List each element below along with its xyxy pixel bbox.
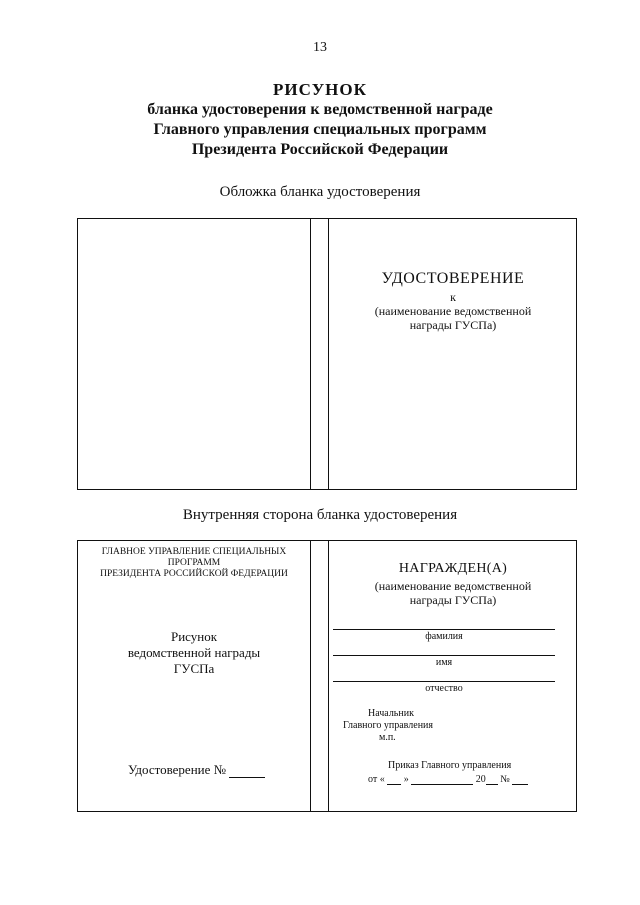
title-line-3: Главного управления специальных программ: [153, 121, 487, 138]
cover-spine-left: [310, 218, 311, 490]
picture-line-2: ведомственной награды: [127, 645, 261, 660]
title-line-2: бланка удостоверения к ведомственной награде: [147, 101, 493, 118]
order-quote-close: »: [403, 774, 409, 785]
patronymic-line: [333, 681, 555, 682]
order-number: №: [500, 774, 510, 785]
organization-header: [78, 547, 310, 580]
cover-award-line-1: (наименование ведомственной: [374, 304, 532, 318]
cover-caption: Обложка бланка удостоверения: [219, 184, 421, 200]
order-month-blank: [411, 773, 473, 785]
certificate-number-field: [128, 762, 265, 778]
order-year-blank: [486, 773, 498, 785]
org-line-2: ПРЕЗИДЕНТА РОССИЙСКОЙ ФЕДЕРАЦИИ: [100, 569, 288, 579]
cover-award-line-2: награды ГУСПа): [409, 318, 497, 332]
order-day-blank: [387, 773, 401, 785]
document-title: [0, 80, 640, 160]
inner-award-line-2: награды ГУСПа): [409, 593, 497, 607]
seal-placeholder: м.п.: [379, 732, 396, 743]
name-label: имя: [435, 657, 453, 668]
order-label: Приказ Главного управления: [388, 760, 512, 771]
cover-frame: [77, 218, 577, 490]
certificate-number-label: Удостоверение №: [128, 762, 227, 777]
picture-line-1: Рисунок: [170, 629, 218, 644]
cover-spine-right: [328, 218, 329, 490]
order-from: от «: [368, 774, 385, 785]
title-line-1: РИСУНОК: [273, 80, 367, 99]
awarded-block: [329, 561, 577, 607]
title-line-4: Президента Российской Федерации: [191, 141, 449, 158]
head-line-2: Главного управления: [343, 720, 433, 731]
surname-line: [333, 629, 555, 630]
picture-line-3: ГУСПа: [173, 661, 215, 676]
order-number-blank: [512, 773, 528, 785]
cover-front-text: [329, 270, 577, 332]
inner-spine-left: [310, 540, 311, 812]
order-date-field: [368, 773, 528, 785]
org-line-1: ГЛАВНОЕ УПРАВЛЕНИЕ СПЕЦИАЛЬНЫХ ПРОГРАММ: [101, 547, 287, 568]
head-line-1: Начальник: [368, 708, 414, 719]
patronymic-label: отчество: [425, 683, 463, 694]
inner-caption: Внутренняя сторона бланка удостоверения: [182, 507, 458, 523]
order-year: 20: [475, 774, 486, 785]
inner-award-line-1: (наименование ведомственной: [374, 579, 532, 593]
awarded-heading: НАГРАЖДЕН(А): [398, 561, 508, 576]
name-line: [333, 655, 555, 656]
cover-to: к: [450, 290, 456, 304]
cover-heading: УДОСТОВЕРЕНИЕ: [381, 270, 525, 287]
award-picture-placeholder: [78, 629, 310, 677]
certificate-number-blank: [229, 766, 265, 778]
page-number: 13: [313, 40, 327, 55]
surname-label: фамилия: [425, 631, 463, 642]
